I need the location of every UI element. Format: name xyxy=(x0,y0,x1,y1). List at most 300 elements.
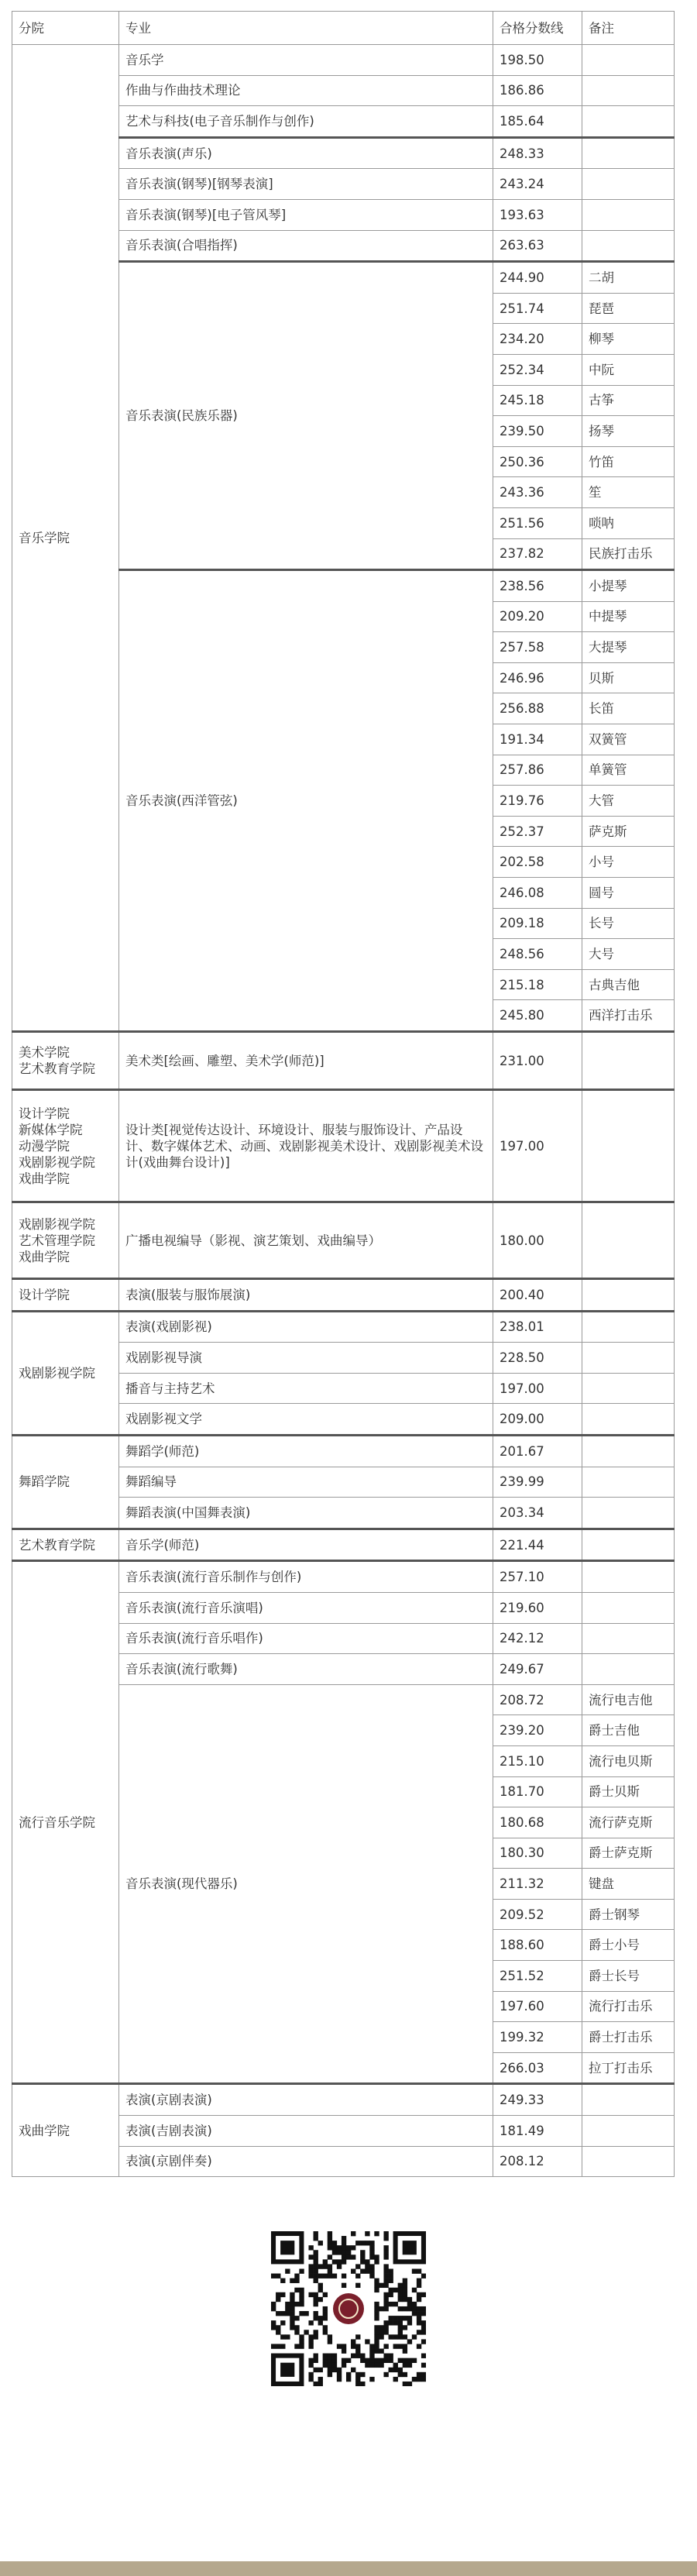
qr-module xyxy=(403,2344,407,2348)
score-cell: 215.10 xyxy=(493,1745,582,1776)
qr-module xyxy=(407,2363,412,2368)
qr-module xyxy=(389,2302,393,2306)
qr-module xyxy=(417,2372,421,2377)
score-cell: 209.00 xyxy=(493,1404,582,1436)
qr-module xyxy=(379,2349,383,2354)
qr-module xyxy=(290,2320,294,2325)
qr-module xyxy=(299,2297,304,2302)
college-name: 舞蹈学院 xyxy=(19,1474,70,1490)
college-name: 艺术管理学院 xyxy=(19,1233,95,1248)
qr-module xyxy=(389,2292,393,2297)
major-cell: 舞蹈表演(中国舞表演) xyxy=(119,1498,493,1529)
score-cell: 180.68 xyxy=(493,1807,582,1838)
qr-module xyxy=(314,2354,318,2358)
qr-module xyxy=(383,2231,388,2236)
qr-module xyxy=(379,2325,383,2330)
footer-bar xyxy=(0,2561,697,2576)
qr-module xyxy=(355,2274,360,2279)
score-cell: 257.58 xyxy=(493,632,582,663)
note-cell: 圆号 xyxy=(582,878,675,909)
qr-module xyxy=(276,2297,280,2302)
qr-module xyxy=(323,2316,328,2320)
qr-module xyxy=(314,2358,318,2363)
note-cell: 单簧管 xyxy=(582,755,675,786)
qr-module xyxy=(383,2372,388,2377)
note-cell xyxy=(582,75,675,106)
qr-module xyxy=(351,2268,355,2273)
major-cell: 戏剧影视文学 xyxy=(119,1404,493,1436)
qr-module xyxy=(323,2354,328,2358)
qr-module xyxy=(403,2283,407,2288)
qr-module xyxy=(280,2320,285,2325)
note-cell: 萨克斯 xyxy=(582,816,675,847)
qr-module xyxy=(374,2339,379,2344)
note-cell xyxy=(582,137,675,169)
qr-module xyxy=(389,2368,393,2372)
qr-module xyxy=(369,2250,374,2254)
college-cell xyxy=(12,1090,119,1202)
table-row xyxy=(12,1090,675,1202)
qr-module xyxy=(355,2334,360,2339)
qr-module xyxy=(328,2254,332,2259)
qr-module xyxy=(374,2358,379,2363)
qr-module xyxy=(398,2368,403,2372)
score-cell: 252.37 xyxy=(493,816,582,847)
major-cell: 音乐表演(民族乐器) xyxy=(119,262,493,570)
score-cell: 242.12 xyxy=(493,1623,582,1654)
qr-module xyxy=(383,2274,388,2279)
college-cell xyxy=(12,1435,119,1529)
major-cell: 音乐表演(西洋管弦) xyxy=(119,570,493,1032)
qr-module xyxy=(365,2358,369,2363)
score-cell: 238.56 xyxy=(493,570,582,602)
qr-module xyxy=(383,2292,388,2297)
score-cell: 198.50 xyxy=(493,45,582,76)
qr-module xyxy=(271,2344,276,2348)
qr-module xyxy=(328,2354,332,2358)
qr-module xyxy=(421,2339,426,2344)
qr-module xyxy=(421,2330,426,2334)
qr-module xyxy=(365,2339,369,2344)
note-cell xyxy=(582,1592,675,1623)
qr-module xyxy=(337,2344,342,2348)
qr-module xyxy=(323,2325,328,2330)
qr-module xyxy=(328,2363,332,2368)
score-cell: 251.74 xyxy=(493,293,582,324)
note-cell: 大管 xyxy=(582,786,675,817)
major-cell: 戏剧影视导演 xyxy=(119,1343,493,1374)
note-cell: 小提琴 xyxy=(582,570,675,602)
qr-module xyxy=(369,2377,374,2382)
qr-module xyxy=(421,2325,426,2330)
qr-module xyxy=(383,2250,388,2254)
note-cell: 流行打击乐 xyxy=(582,1991,675,2022)
qr-module xyxy=(374,2306,379,2311)
qr-module xyxy=(417,2279,421,2283)
qr-module xyxy=(379,2358,383,2363)
qr-module xyxy=(417,2306,421,2311)
qr-module xyxy=(351,2231,355,2236)
qr-module xyxy=(403,2306,407,2311)
note-cell: 爵士萨克斯 xyxy=(582,1838,675,1869)
qr-module xyxy=(403,2382,407,2386)
score-cell: 221.44 xyxy=(493,1529,582,1561)
major-cell: 音乐表演(钢琴)[钢琴表演] xyxy=(119,169,493,200)
qr-module xyxy=(342,2349,346,2354)
qr-module xyxy=(369,2358,374,2363)
qr-module xyxy=(360,2268,365,2273)
college-cell xyxy=(12,1279,119,1312)
qr-module xyxy=(346,2358,351,2363)
note-cell: 竹笛 xyxy=(582,446,675,477)
major-cell: 音乐表演(流行音乐唱作) xyxy=(119,1623,493,1654)
note-cell xyxy=(582,1373,675,1404)
score-cell: 181.70 xyxy=(493,1776,582,1807)
qr-module xyxy=(393,2368,398,2372)
qr-module xyxy=(299,2288,304,2292)
note-cell xyxy=(582,1090,675,1202)
score-cell: 249.67 xyxy=(493,1654,582,1685)
note-cell xyxy=(582,106,675,138)
note-cell: 小号 xyxy=(582,847,675,878)
college-name: 音乐学院 xyxy=(19,530,70,545)
header-college: 分院 xyxy=(12,12,119,45)
qr-module xyxy=(374,2316,379,2320)
note-cell xyxy=(582,1529,675,1561)
note-cell: 笙 xyxy=(582,477,675,508)
qr-module xyxy=(393,2363,398,2368)
college-name: 动漫学院 xyxy=(19,1138,70,1154)
qr-module xyxy=(328,2368,332,2372)
qr-module xyxy=(337,2250,342,2254)
note-cell xyxy=(582,2116,675,2147)
note-cell: 流行电吉他 xyxy=(582,1684,675,1715)
qr-module xyxy=(290,2316,294,2320)
qr-module xyxy=(389,2279,393,2283)
score-cell: 201.67 xyxy=(493,1435,582,1467)
qr-module xyxy=(342,2250,346,2254)
qr-module xyxy=(421,2306,426,2311)
qr-module xyxy=(351,2245,355,2250)
qr-module xyxy=(314,2311,318,2316)
qr-module xyxy=(308,2254,313,2259)
qr-module xyxy=(398,2325,403,2330)
note-cell: 贝斯 xyxy=(582,662,675,693)
qr-module xyxy=(383,2325,388,2330)
note-cell: 双簧管 xyxy=(582,724,675,755)
qr-module xyxy=(294,2325,299,2330)
note-cell: 古筝 xyxy=(582,385,675,416)
qr-module xyxy=(314,2259,318,2264)
qr-module xyxy=(355,2372,360,2377)
qr-module xyxy=(355,2377,360,2382)
score-cell: 248.56 xyxy=(493,939,582,970)
qr-module xyxy=(389,2268,393,2273)
note-cell: 爵士钢琴 xyxy=(582,1899,675,1930)
qr-module xyxy=(276,2325,280,2330)
qr-module xyxy=(389,2354,393,2358)
college-name: 新媒体学院 xyxy=(19,1122,83,1137)
qr-module xyxy=(314,2274,318,2279)
qr-module xyxy=(417,2311,421,2316)
qr-module xyxy=(355,2344,360,2348)
qr-module xyxy=(421,2377,426,2382)
qr-module xyxy=(374,2302,379,2306)
major-cell: 广播电视编导（影视、演艺策划、戏曲编导） xyxy=(119,1202,493,1279)
qr-module xyxy=(383,2254,388,2259)
qr-module xyxy=(290,2292,294,2297)
qr-module xyxy=(421,2274,426,2279)
qr-module xyxy=(398,2334,403,2339)
qr-module xyxy=(318,2264,323,2268)
score-cell: 251.52 xyxy=(493,1961,582,1992)
qr-module xyxy=(403,2316,407,2320)
qr-module xyxy=(417,2320,421,2325)
qr-module xyxy=(314,2316,318,2320)
note-cell: 大提琴 xyxy=(582,632,675,663)
qr-module xyxy=(351,2354,355,2358)
qr-module xyxy=(355,2382,360,2386)
qr-module xyxy=(271,2325,276,2330)
qr-module xyxy=(318,2368,323,2372)
qr-module xyxy=(342,2344,346,2348)
qr-module xyxy=(369,2363,374,2368)
score-cell: 239.20 xyxy=(493,1715,582,1746)
qr-module xyxy=(421,2372,426,2377)
qr-module xyxy=(323,2259,328,2264)
qr-module xyxy=(407,2302,412,2306)
college-name: 戏剧影视学院 xyxy=(19,1216,95,1232)
qr-module xyxy=(374,2349,379,2354)
header-major: 专业 xyxy=(119,12,493,45)
qr-module xyxy=(299,2339,304,2344)
qr-module xyxy=(271,2274,276,2279)
qr-module xyxy=(383,2264,388,2268)
qr-module xyxy=(379,2330,383,2334)
qr-module xyxy=(355,2241,360,2245)
qr-module xyxy=(412,2306,417,2311)
qr-module xyxy=(403,2372,407,2377)
score-cell: 246.96 xyxy=(493,662,582,693)
qr-module xyxy=(299,2302,304,2306)
qr-module xyxy=(299,2311,304,2316)
college-cell xyxy=(12,1032,119,1090)
major-cell: 设计类[视觉传达设计、环境设计、服装与服饰设计、产品设计、数字媒体艺术、动画、戏剧影视美术设计、戏剧影视美术设计(戏曲舞台设计)] xyxy=(119,1090,493,1202)
note-cell xyxy=(582,230,675,262)
qr-module xyxy=(280,2279,285,2283)
qr-module xyxy=(276,2292,280,2297)
table-row xyxy=(12,1435,675,1467)
note-cell xyxy=(582,1561,675,1593)
qr-module xyxy=(342,2254,346,2259)
qr-module xyxy=(355,2349,360,2354)
score-cell: 203.34 xyxy=(493,1498,582,1529)
note-cell: 唢呐 xyxy=(582,507,675,538)
qr-module xyxy=(369,2268,374,2273)
score-cell: 197.00 xyxy=(493,1090,582,1202)
table-row xyxy=(12,1202,675,1279)
qr-module xyxy=(314,2264,318,2268)
college-cell xyxy=(12,1311,119,1435)
qr-module xyxy=(346,2372,351,2377)
qr-module xyxy=(379,2306,383,2311)
qr-module xyxy=(328,2241,332,2245)
qr-module xyxy=(323,2264,328,2268)
qr-module xyxy=(417,2316,421,2320)
qr-module xyxy=(351,2368,355,2372)
score-cell: 209.52 xyxy=(493,1899,582,1930)
qr-module xyxy=(342,2245,346,2250)
qr-module xyxy=(412,2302,417,2306)
qr-module xyxy=(360,2382,365,2386)
college-name: 戏曲学院 xyxy=(19,1249,70,1264)
qr-module xyxy=(299,2268,304,2273)
qr-module xyxy=(328,2264,332,2268)
qr-module xyxy=(285,2268,290,2273)
qr-module xyxy=(398,2283,403,2288)
score-cell: 239.99 xyxy=(493,1467,582,1498)
qr-module xyxy=(369,2344,374,2348)
qr-module xyxy=(294,2316,299,2320)
qr-module xyxy=(393,2344,398,2348)
qr-module xyxy=(323,2358,328,2363)
note-cell: 拉丁打击乐 xyxy=(582,2052,675,2084)
major-cell: 舞蹈编导 xyxy=(119,1467,493,1498)
qr-module xyxy=(351,2254,355,2259)
qr-module xyxy=(374,2259,379,2264)
qr-module xyxy=(351,2339,355,2344)
qr-module xyxy=(337,2372,342,2377)
qr-module xyxy=(374,2231,379,2236)
qr-module xyxy=(342,2236,346,2241)
qr-module xyxy=(323,2363,328,2368)
qr-module xyxy=(328,2334,332,2339)
qr-module xyxy=(314,2236,318,2241)
qr-module xyxy=(403,2288,407,2292)
qr-module xyxy=(421,2292,426,2297)
qr-module xyxy=(342,2283,346,2288)
qr-module xyxy=(337,2377,342,2382)
qr-module xyxy=(342,2241,346,2245)
qr-module xyxy=(290,2302,294,2306)
qr-module xyxy=(398,2288,403,2292)
table-row xyxy=(12,1279,675,1312)
qr-module xyxy=(360,2259,365,2264)
score-cell: 219.76 xyxy=(493,786,582,817)
major-cell: 音乐表演(合唱指挥) xyxy=(119,230,493,262)
qr-module xyxy=(421,2311,426,2316)
qr-module xyxy=(332,2368,337,2372)
qr-module xyxy=(417,2330,421,2334)
note-cell xyxy=(582,2146,675,2177)
qr-module xyxy=(398,2358,403,2363)
score-cell: 246.08 xyxy=(493,878,582,909)
qr-module xyxy=(328,2236,332,2241)
qr-module xyxy=(294,2344,299,2348)
qr-module xyxy=(379,2363,383,2368)
qr-module xyxy=(332,2274,337,2279)
qr-module xyxy=(318,2377,323,2382)
qr-module xyxy=(318,2297,323,2302)
score-cell: 243.36 xyxy=(493,477,582,508)
qr-module xyxy=(290,2311,294,2316)
note-cell xyxy=(582,1279,675,1312)
qr-module xyxy=(369,2245,374,2250)
score-cell: 237.82 xyxy=(493,538,582,570)
qr-module xyxy=(393,2320,398,2325)
score-cell: 252.34 xyxy=(493,354,582,385)
major-cell: 音乐表演(钢琴)[电子管风琴] xyxy=(119,199,493,230)
qr-module xyxy=(276,2330,280,2334)
score-cell: 234.20 xyxy=(493,324,582,355)
score-cell: 256.88 xyxy=(493,693,582,724)
qr-module xyxy=(328,2372,332,2377)
qr-module xyxy=(337,2264,342,2268)
score-cell: 215.18 xyxy=(493,969,582,1000)
note-cell xyxy=(582,1343,675,1374)
note-cell: 长笛 xyxy=(582,693,675,724)
header-note: 备注 xyxy=(582,12,675,45)
qr-module xyxy=(290,2279,294,2283)
score-cell: 211.32 xyxy=(493,1869,582,1900)
qr-module xyxy=(393,2377,398,2382)
score-cell: 188.60 xyxy=(493,1930,582,1961)
qr-module xyxy=(407,2358,412,2363)
score-cell: 231.00 xyxy=(493,1032,582,1090)
qr-module xyxy=(308,2268,313,2273)
qr-module xyxy=(383,2283,388,2288)
qr-module xyxy=(403,2334,407,2339)
note-cell: 二胡 xyxy=(582,262,675,294)
qr-module xyxy=(318,2283,323,2288)
score-cell: 219.60 xyxy=(493,1592,582,1623)
qr-module xyxy=(374,2334,379,2339)
qr-module xyxy=(374,2254,379,2259)
qr-module xyxy=(285,2334,290,2339)
note-cell xyxy=(582,1467,675,1498)
qr-module xyxy=(403,2297,407,2302)
qr-finder xyxy=(280,2363,294,2377)
qr-module xyxy=(374,2288,379,2292)
qr-module xyxy=(308,2372,313,2377)
qr-module xyxy=(314,2330,318,2334)
qr-module xyxy=(403,2349,407,2354)
score-cell: 251.56 xyxy=(493,507,582,538)
qr-module xyxy=(318,2288,323,2292)
qr-module xyxy=(360,2254,365,2259)
major-cell: 美术类[绘画、雕塑、美术学(师范)] xyxy=(119,1032,493,1090)
note-cell xyxy=(582,1032,675,1090)
qr-module xyxy=(379,2283,383,2288)
qr-module xyxy=(332,2358,337,2363)
note-cell: 流行电贝斯 xyxy=(582,1745,675,1776)
major-cell: 音乐学 xyxy=(119,45,493,76)
qr-module xyxy=(328,2245,332,2250)
college-name: 戏剧影视学院 xyxy=(19,1365,95,1381)
score-cell: 209.18 xyxy=(493,908,582,939)
table-header-row xyxy=(12,12,675,45)
qr-module xyxy=(328,2358,332,2363)
qr-module xyxy=(323,2330,328,2334)
qr-module xyxy=(308,2344,313,2348)
score-cell: 228.50 xyxy=(493,1343,582,1374)
qr-module xyxy=(412,2358,417,2363)
qr-module xyxy=(285,2311,290,2316)
qr-module xyxy=(332,2250,337,2254)
qr-module xyxy=(314,2334,318,2339)
qr-module xyxy=(407,2297,412,2302)
note-cell: 流行萨克斯 xyxy=(582,1807,675,1838)
